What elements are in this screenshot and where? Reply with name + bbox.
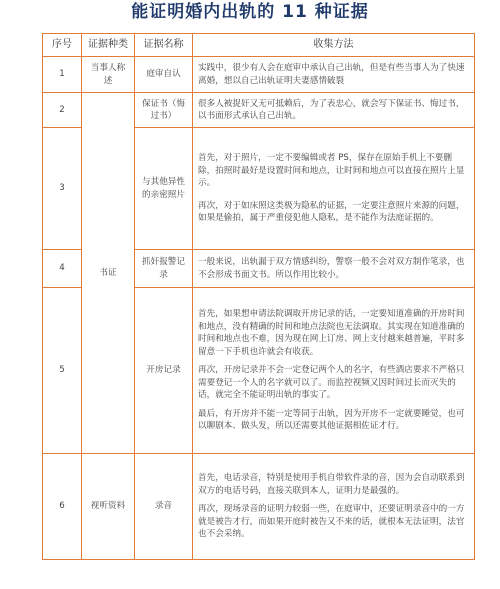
table-row <box>43 57 475 93</box>
table-row <box>43 93 475 128</box>
row-name: 庭审自认 <box>135 57 193 93</box>
row-method <box>193 128 475 250</box>
row-name: 录音 <box>135 454 193 560</box>
row-category: 当事人称述 <box>82 57 135 93</box>
row-method <box>193 454 475 560</box>
row-seq: 4 <box>43 250 82 288</box>
evidence-table <box>42 33 475 560</box>
row-method <box>193 93 475 128</box>
page-title: 能证明婚内出轨的 11 种证据 <box>131 2 369 22</box>
row-method <box>193 288 475 454</box>
row-seq: 3 <box>43 128 82 250</box>
table-header-row <box>43 34 475 57</box>
row-method <box>193 250 475 288</box>
row-seq: 5 <box>43 288 82 454</box>
row-name: 保证书（悔过书） <box>135 93 193 128</box>
method-paragraph: 首先，对于照片，一定不要编辑或者 PS，保存在原始手机上不要删除，拍照时最好是设置时间和地点，让时间和地点可以直接在照片上显示。 <box>198 153 465 189</box>
header-name: 证据名称 <box>135 34 193 57</box>
method-paragraph: 最后，有开房并不能一定等同于出轨，因为开房不一定就要睡觉，也可以聊剧本、做头发，所以还需要其他证据相佐证才行。 <box>198 408 465 432</box>
header-seq: 序号 <box>43 34 82 57</box>
method-paragraph: 很多人被捉奸又无可抵赖后，为了表忠心，就会写下保证书、悔过书，以书面形式承认自己出轨。 <box>198 98 465 121</box>
row-method <box>193 57 475 93</box>
method-paragraph: 再次，开房记录并不会一定登记两个人的名字，有些酒店要求不严格只需要登记一个人的名字就可以了。而监控视频又因时间过长而灭失的话，就完全不能证明出轨的事实了。 <box>198 365 465 401</box>
method-paragraph: 实践中，很少有人会在庭审中承认自己出轨，但是有些当事人为了快速离婚，想以自己出轨证明夫妻感情破裂 <box>198 63 465 86</box>
row-seq: 2 <box>43 93 82 128</box>
method-paragraph: 再次，现场录音的证明力较弱一些，在庭审中，还要证明录音中的一方就是被告才行，而如果开庭时被告又不来的话，就根本无法证明，法官也不会采纳。 <box>198 504 465 540</box>
header-method: 收集方法 <box>193 34 475 57</box>
row-seq: 6 <box>43 454 82 560</box>
method-paragraph: 再次，对于如床照这类极为隐私的证据，一定要注意照片来源的问题，如果是偷拍，属于严重侵犯他人隐私，是不能作为法庭证据的。 <box>198 200 465 224</box>
row-category: 视听资料 <box>82 454 135 560</box>
row-category: 书证 <box>82 93 135 454</box>
row-name: 开房记录 <box>135 288 193 454</box>
row-name: 抓奸报警记录 <box>135 250 193 288</box>
method-paragraph: 一般来说，出轨漏于双方情感纠纷，警察一般不会对双方制作笔录，也不会形成书面文书。所以作用比较小。 <box>198 257 465 280</box>
row-name: 与其他异性的亲密照片 <box>135 128 193 250</box>
row-seq: 1 <box>43 57 82 93</box>
table-row <box>43 454 475 560</box>
method-paragraph: 首先，电话录音，特别是使用手机自带软件录的音，因为会自动联系到双方的电话号码，直接关联到本人，证明力是最强的。 <box>198 473 465 496</box>
header-category: 证据种类 <box>82 34 135 57</box>
method-paragraph: 首先，如果想申请法院调取开房记录的话，一定要知道准确的开房时间和地点，没有精确的时间和地点法院也无法调取。其实现在知道准确的时间和地点也不难，因为现在网上订房、网上支付越来越普遍，平时多留意一下手机也许就会有收获。 <box>198 309 465 357</box>
